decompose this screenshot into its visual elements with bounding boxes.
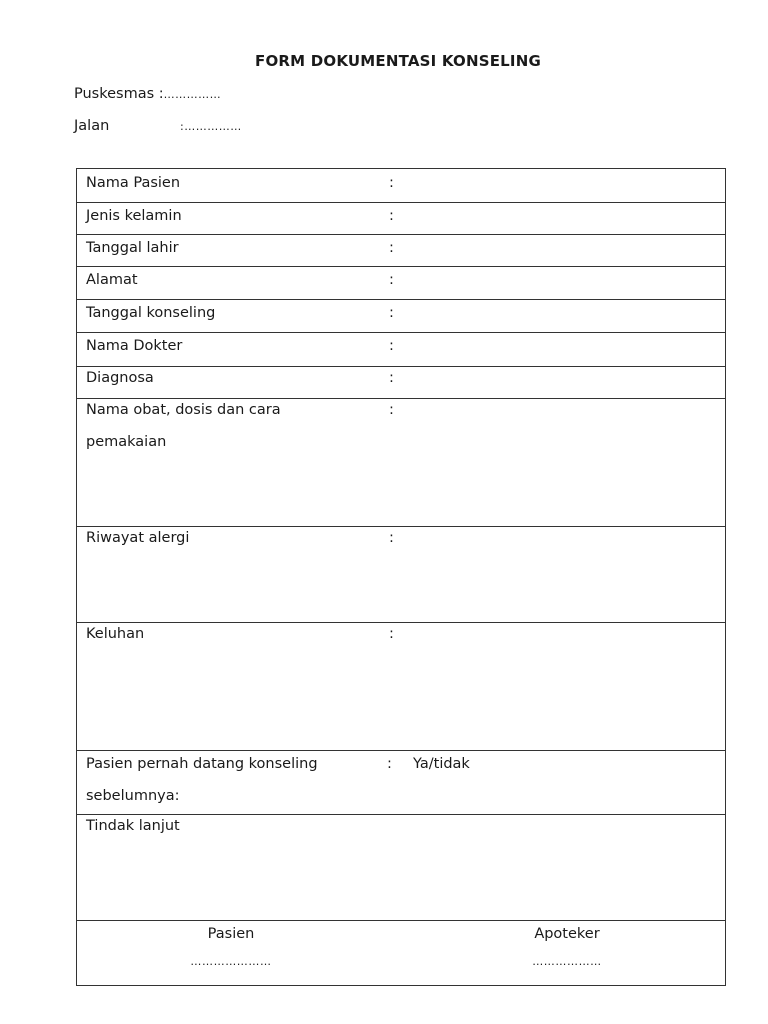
row-riwayat-alergi[interactable] bbox=[77, 527, 725, 623]
row-jenis-kelamin[interactable] bbox=[77, 203, 725, 235]
form-table bbox=[76, 168, 726, 986]
apoteker-signature-line[interactable]: ……………… bbox=[532, 955, 602, 968]
row-pasien-pernah-datang[interactable] bbox=[77, 751, 725, 815]
field-label: Nama obat, dosis dan cara pemakaian bbox=[86, 402, 281, 450]
row-tindak-lanjut[interactable] bbox=[77, 815, 725, 921]
field-colon: : bbox=[389, 338, 394, 354]
jalan-label: Jalan bbox=[74, 118, 110, 134]
field-label: Pasien pernah datang konseling sebelumnya: bbox=[86, 756, 318, 804]
field-label: Tindak lanjut bbox=[86, 818, 180, 834]
field-colon: : bbox=[389, 626, 394, 642]
field-label: Alamat bbox=[86, 272, 138, 288]
field-label: Jenis kelamin bbox=[86, 208, 182, 224]
jalan-value[interactable]: :…………… bbox=[180, 120, 242, 133]
jalan-line bbox=[74, 118, 242, 134]
field-label: Nama Dokter bbox=[86, 338, 183, 354]
field-label: Riwayat alergi bbox=[86, 530, 190, 546]
field-value[interactable]: Ya/tidak bbox=[413, 756, 470, 772]
field-colon: : bbox=[389, 530, 394, 546]
field-label: Keluhan bbox=[86, 626, 145, 642]
field-colon: : bbox=[389, 208, 394, 224]
form-title: FORM DOKUMENTASI KONSELING bbox=[255, 52, 541, 70]
field-colon: : bbox=[389, 305, 394, 321]
pasien-label: Pasien bbox=[207, 926, 255, 942]
row-keluhan[interactable] bbox=[77, 623, 725, 751]
row-tanggal-konseling[interactable] bbox=[77, 300, 725, 333]
field-colon: : bbox=[389, 402, 394, 418]
puskesmas-line bbox=[74, 86, 221, 102]
field-label: Tanggal lahir bbox=[86, 240, 179, 256]
field-label: Tanggal konseling bbox=[86, 305, 216, 321]
pasien-signature[interactable] bbox=[131, 923, 331, 968]
puskesmas-value[interactable]: …………… bbox=[163, 88, 222, 101]
pasien-signature-line[interactable]: ………………… bbox=[190, 955, 272, 968]
row-nama-obat[interactable] bbox=[77, 399, 725, 527]
apoteker-label: Apoteker bbox=[534, 926, 600, 942]
row-alamat[interactable] bbox=[77, 267, 725, 300]
signature-row bbox=[77, 921, 725, 984]
apoteker-signature[interactable] bbox=[467, 923, 667, 968]
field-label: Diagnosa bbox=[86, 370, 154, 386]
field-label: Nama Pasien bbox=[86, 175, 181, 191]
field-colon: : bbox=[389, 370, 394, 386]
field-colon: : bbox=[389, 272, 394, 288]
row-tanggal-lahir[interactable] bbox=[77, 235, 725, 267]
field-colon: : bbox=[389, 240, 394, 256]
row-nama-pasien[interactable] bbox=[77, 169, 725, 203]
field-colon: : bbox=[389, 175, 394, 191]
puskesmas-label: Puskesmas : bbox=[74, 86, 164, 102]
field-colon: : bbox=[387, 756, 392, 772]
